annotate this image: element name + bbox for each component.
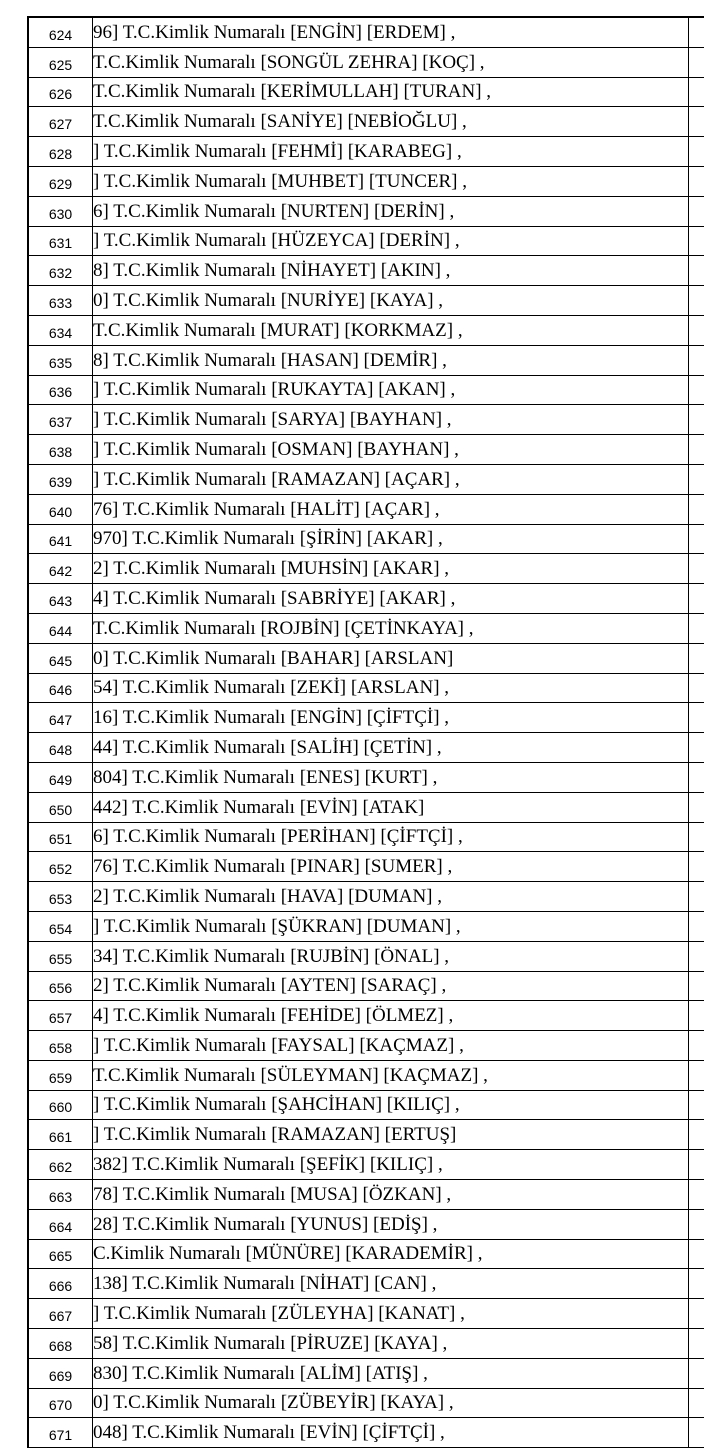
row-number[interactable]: 633 (29, 286, 93, 315)
row-text-cell[interactable] (93, 465, 689, 494)
row-trailing-cell[interactable] (689, 346, 704, 375)
row-text-cell[interactable] (93, 405, 689, 434)
row-number[interactable]: 639 (29, 465, 93, 494)
row-text: 78] T.C.Kimlik Numaralı [MUSA] [ÖZKAN] , (93, 1183, 452, 1205)
row-trailing-cell[interactable] (689, 554, 704, 583)
table-row[interactable] (29, 733, 704, 763)
table-row[interactable] (29, 495, 704, 525)
row-number[interactable]: 652 (29, 852, 93, 881)
table-row[interactable] (29, 942, 704, 972)
table-row[interactable] (29, 1240, 704, 1270)
row-text-cell[interactable] (93, 78, 689, 107)
row-number[interactable]: 671 (29, 1418, 93, 1447)
row-trailing-cell[interactable] (689, 197, 704, 226)
row-number[interactable]: 628 (29, 137, 93, 166)
row-trailing-cell[interactable] (689, 1180, 704, 1209)
table-row[interactable] (29, 346, 704, 376)
row-text: 8] T.C.Kimlik Numaralı [NİHAYET] [AKIN] , (93, 260, 451, 282)
row-trailing-cell[interactable] (689, 18, 704, 47)
row-trailing-cell[interactable] (689, 1031, 704, 1060)
table-row[interactable] (29, 286, 704, 316)
table-row[interactable] (29, 197, 704, 227)
row-trailing-cell[interactable] (689, 912, 704, 941)
row-trailing-cell[interactable] (689, 495, 704, 524)
table-row[interactable] (29, 48, 704, 78)
table-row[interactable] (29, 227, 704, 257)
row-number[interactable]: 666 (29, 1269, 93, 1298)
row-number[interactable]: 647 (29, 703, 93, 732)
row-number[interactable]: 629 (29, 167, 93, 196)
row-trailing-cell[interactable] (689, 1210, 704, 1239)
row-number[interactable]: 644 (29, 614, 93, 643)
row-text-cell[interactable] (93, 376, 689, 405)
row-text: 0] T.C.Kimlik Numaralı [ZÜBEYİR] [KAYA] , (93, 1392, 454, 1414)
row-list (29, 18, 704, 1448)
row-number[interactable]: 630 (29, 197, 93, 226)
table-row[interactable] (29, 1150, 704, 1180)
row-text: 6] T.C.Kimlik Numaralı [NURTEN] [DERİN] , (93, 200, 455, 222)
row-number[interactable]: 643 (29, 584, 93, 613)
row-text: 4] T.C.Kimlik Numaralı [FEHİDE] [ÖLMEZ] , (93, 1005, 454, 1027)
table-row[interactable] (29, 972, 704, 1002)
table-row[interactable] (29, 584, 704, 614)
row-trailing-cell[interactable] (689, 763, 704, 792)
row-trailing-cell[interactable] (689, 1061, 704, 1090)
table-row[interactable] (29, 1418, 704, 1448)
row-trailing-cell[interactable] (689, 376, 704, 405)
row-text: 2] T.C.Kimlik Numaralı [MUHSİN] [AKAR] , (93, 558, 450, 580)
row-text-cell[interactable] (93, 256, 689, 285)
table-row[interactable] (29, 763, 704, 793)
row-text: 54] T.C.Kimlik Numaralı [ZEKİ] [ARSLAN] , (93, 677, 450, 699)
row-text-cell[interactable] (93, 1269, 689, 1298)
row-number[interactable]: 665 (29, 1240, 93, 1269)
row-number[interactable]: 626 (29, 78, 93, 107)
row-text: T.C.Kimlik Numaralı [SANİYE] [NEBİOĞLU] , (93, 111, 467, 133)
row-text-cell[interactable] (93, 316, 689, 345)
row-text-cell[interactable] (93, 584, 689, 613)
row-text: 34] T.C.Kimlik Numaralı [RUJBİN] [ÖNAL] , (93, 945, 450, 967)
table-row[interactable] (29, 405, 704, 435)
table-row[interactable] (29, 882, 704, 912)
row-number[interactable]: 668 (29, 1329, 93, 1358)
row-text-cell[interactable] (93, 823, 689, 852)
row-text: 8] T.C.Kimlik Numaralı [HASAN] [DEMİR] , (93, 349, 447, 371)
row-trailing-cell[interactable] (689, 1091, 704, 1120)
row-text: ] T.C.Kimlik Numaralı [FAYSAL] [KAÇMAZ] , (93, 1034, 464, 1056)
row-text: 138] T.C.Kimlik Numaralı [NİHAT] [CAN] , (93, 1273, 437, 1295)
row-number[interactable]: 642 (29, 554, 93, 583)
table-row[interactable] (29, 852, 704, 882)
row-text-cell[interactable] (93, 703, 689, 732)
row-number[interactable]: 651 (29, 823, 93, 852)
table-row[interactable] (29, 78, 704, 108)
row-text: T.C.Kimlik Numaralı [SONGÜL ZEHRA] [KOÇ] , (93, 51, 485, 73)
row-number[interactable]: 663 (29, 1180, 93, 1209)
row-text: ] T.C.Kimlik Numaralı [ŞÜKRAN] [DUMAN] , (93, 915, 461, 937)
row-trailing-cell[interactable] (689, 882, 704, 911)
row-text: 4] T.C.Kimlik Numaralı [SABRİYE] [AKAR] , (93, 587, 456, 609)
row-number[interactable]: 636 (29, 376, 93, 405)
row-text-cell[interactable] (93, 674, 689, 703)
row-trailing-cell[interactable] (689, 78, 704, 107)
row-trailing-cell[interactable] (689, 435, 704, 464)
row-trailing-cell[interactable] (689, 48, 704, 77)
row-text-cell[interactable] (93, 137, 689, 166)
row-number[interactable]: 662 (29, 1150, 93, 1179)
row-text-cell[interactable] (93, 48, 689, 77)
row-trailing-cell[interactable] (689, 1329, 704, 1358)
row-trailing-cell[interactable] (689, 1418, 704, 1447)
row-text-cell[interactable] (93, 1240, 689, 1269)
row-number[interactable]: 669 (29, 1359, 93, 1388)
row-trailing-cell[interactable] (689, 256, 704, 285)
row-text-cell[interactable] (93, 525, 689, 554)
table-row[interactable] (29, 793, 704, 823)
row-trailing-cell[interactable] (689, 793, 704, 822)
row-number[interactable]: 631 (29, 227, 93, 256)
row-text: 048] T.C.Kimlik Numaralı [EVİN] [ÇİFTÇİ] , (93, 1422, 445, 1444)
row-number[interactable]: 661 (29, 1120, 93, 1149)
row-trailing-cell[interactable] (689, 1269, 704, 1298)
row-text: 2] T.C.Kimlik Numaralı [HAVA] [DUMAN] , (93, 885, 443, 907)
row-number[interactable]: 637 (29, 405, 93, 434)
table-row[interactable] (29, 1359, 704, 1389)
row-number[interactable]: 627 (29, 107, 93, 136)
row-trailing-cell[interactable] (689, 316, 704, 345)
table-row[interactable] (29, 1389, 704, 1419)
row-trailing-cell[interactable] (689, 852, 704, 881)
row-trailing-cell[interactable] (689, 644, 704, 673)
row-text: ] T.C.Kimlik Numaralı [RAMAZAN] [ERTUŞ] (93, 1124, 457, 1146)
table-row[interactable] (29, 376, 704, 406)
row-number[interactable]: 635 (29, 346, 93, 375)
row-trailing-cell[interactable] (689, 614, 704, 643)
row-text-cell[interactable] (93, 644, 689, 673)
row-text: 76] T.C.Kimlik Numaralı [PINAR] [SUMER] , (93, 856, 453, 878)
row-number[interactable]: 655 (29, 942, 93, 971)
row-text-cell[interactable] (93, 1299, 689, 1328)
row-text: 16] T.C.Kimlik Numaralı [ENGİN] [ÇİFTÇİ] , (93, 707, 450, 729)
row-text-cell[interactable] (93, 942, 689, 971)
row-text: T.C.Kimlik Numaralı [MURAT] [KORKMAZ] , (93, 319, 463, 341)
table-row[interactable] (29, 167, 704, 197)
row-text: ] T.C.Kimlik Numaralı [HÜZEYCA] [DERİN] , (93, 230, 460, 252)
table-row[interactable] (29, 823, 704, 853)
row-text-cell[interactable] (93, 1120, 689, 1149)
table-row[interactable] (29, 1120, 704, 1150)
row-number[interactable]: 658 (29, 1031, 93, 1060)
row-text-cell[interactable] (93, 227, 689, 256)
row-text: 804] T.C.Kimlik Numaralı [ENES] [KURT] , (93, 766, 438, 788)
row-trailing-cell[interactable] (689, 1001, 704, 1030)
row-number[interactable]: 650 (29, 793, 93, 822)
row-trailing-cell[interactable] (689, 823, 704, 852)
row-trailing-cell[interactable] (689, 942, 704, 971)
row-number[interactable]: 656 (29, 972, 93, 1001)
row-number[interactable]: 645 (29, 644, 93, 673)
row-text: 58] T.C.Kimlik Numaralı [PİRUZE] [KAYA] , (93, 1332, 448, 1354)
table-row[interactable] (29, 107, 704, 137)
row-trailing-cell[interactable] (689, 703, 704, 732)
row-text: ] T.C.Kimlik Numaralı [SARYA] [BAYHAN] , (93, 409, 452, 431)
row-text: ] T.C.Kimlik Numaralı [ŞAHCİHAN] [KILIÇ] , (93, 1094, 460, 1116)
row-trailing-cell[interactable] (689, 286, 704, 315)
table-row[interactable] (29, 1210, 704, 1240)
row-text: ] T.C.Kimlik Numaralı [FEHMİ] [KARABEG] , (93, 140, 462, 162)
row-text: ] T.C.Kimlik Numaralı [MUHBET] [TUNCER] , (93, 170, 467, 192)
row-text-cell[interactable] (93, 733, 689, 762)
row-text: C.Kimlik Numaralı [MÜNÜRE] [KARADEMİR] , (93, 1243, 483, 1265)
table-row[interactable] (29, 644, 704, 674)
row-text-cell[interactable] (93, 763, 689, 792)
table-row[interactable] (29, 1180, 704, 1210)
table-row[interactable] (29, 554, 704, 584)
table-row[interactable] (29, 18, 704, 48)
row-text-cell[interactable] (93, 882, 689, 911)
table-row[interactable] (29, 1329, 704, 1359)
row-trailing-cell[interactable] (689, 1299, 704, 1328)
table-row[interactable] (29, 525, 704, 555)
row-trailing-cell[interactable] (689, 972, 704, 1001)
row-text-cell[interactable] (93, 1180, 689, 1209)
row-number[interactable]: 664 (29, 1210, 93, 1239)
row-trailing-cell[interactable] (689, 1359, 704, 1388)
row-text-cell[interactable] (93, 912, 689, 941)
row-number[interactable]: 654 (29, 912, 93, 941)
row-text-cell[interactable] (93, 167, 689, 196)
table-row[interactable] (29, 1061, 704, 1091)
row-text-cell[interactable] (93, 1359, 689, 1388)
table-row[interactable] (29, 674, 704, 704)
row-text-cell[interactable] (93, 793, 689, 822)
row-text-cell[interactable] (93, 495, 689, 524)
row-number[interactable]: 634 (29, 316, 93, 345)
row-trailing-cell[interactable] (689, 1150, 704, 1179)
row-text: ] T.C.Kimlik Numaralı [ZÜLEYHA] [KANAT] , (93, 1303, 465, 1325)
row-text: 0] T.C.Kimlik Numaralı [NURİYE] [KAYA] , (93, 289, 444, 311)
row-number[interactable]: 646 (29, 674, 93, 703)
row-text: 96] T.C.Kimlik Numaralı [ENGİN] [ERDEM] , (93, 21, 456, 43)
row-text-cell[interactable] (93, 1061, 689, 1090)
row-text-cell[interactable] (93, 1091, 689, 1120)
row-number[interactable]: 640 (29, 495, 93, 524)
row-text: 830] T.C.Kimlik Numaralı [ALİM] [ATIŞ] , (93, 1362, 428, 1384)
row-trailing-cell[interactable] (689, 107, 704, 136)
row-text: 6] T.C.Kimlik Numaralı [PERİHAN] [ÇİFTÇİ] , (93, 826, 463, 848)
row-text-cell[interactable] (93, 435, 689, 464)
table-row[interactable] (29, 703, 704, 733)
row-trailing-cell[interactable] (689, 525, 704, 554)
row-text-cell[interactable] (93, 1210, 689, 1239)
row-number[interactable]: 641 (29, 525, 93, 554)
table-row[interactable] (29, 912, 704, 942)
table-row[interactable] (29, 614, 704, 644)
row-number[interactable]: 625 (29, 48, 93, 77)
row-text: 44] T.C.Kimlik Numaralı [SALİH] [ÇETİN] , (93, 736, 442, 758)
table-row[interactable] (29, 435, 704, 465)
row-number[interactable]: 632 (29, 256, 93, 285)
table-row[interactable] (29, 1269, 704, 1299)
spreadsheet-table (27, 16, 704, 1448)
row-text-cell[interactable] (93, 1329, 689, 1358)
row-text: 970] T.C.Kimlik Numaralı [ŞİRİN] [AKAR] , (93, 528, 443, 550)
row-text-cell[interactable] (93, 852, 689, 881)
row-trailing-cell[interactable] (689, 405, 704, 434)
row-trailing-cell[interactable] (689, 465, 704, 494)
row-number[interactable]: 653 (29, 882, 93, 911)
row-trailing-cell[interactable] (689, 137, 704, 166)
row-trailing-cell[interactable] (689, 584, 704, 613)
row-text: 442] T.C.Kimlik Numaralı [EVİN] [ATAK] (93, 796, 425, 818)
row-text: ] T.C.Kimlik Numaralı [RAMAZAN] [AÇAR] , (93, 468, 460, 490)
table-row[interactable] (29, 316, 704, 346)
row-text: T.C.Kimlik Numaralı [KERİMULLAH] [TURAN] , (93, 81, 492, 103)
row-text-cell[interactable] (93, 554, 689, 583)
row-text: 76] T.C.Kimlik Numaralı [HALİT] [AÇAR] , (93, 498, 440, 520)
row-text-cell[interactable] (93, 286, 689, 315)
row-text: 28] T.C.Kimlik Numaralı [YUNUS] [EDİŞ] , (93, 1213, 438, 1235)
row-number[interactable]: 624 (29, 18, 93, 47)
table-row[interactable] (29, 1299, 704, 1329)
row-number[interactable]: 670 (29, 1389, 93, 1418)
row-trailing-cell[interactable] (689, 167, 704, 196)
row-number[interactable]: 667 (29, 1299, 93, 1328)
row-number[interactable]: 649 (29, 763, 93, 792)
row-trailing-cell[interactable] (689, 733, 704, 762)
row-text-cell[interactable] (93, 197, 689, 226)
row-text: 2] T.C.Kimlik Numaralı [AYTEN] [SARAÇ] , (93, 975, 447, 997)
row-text-cell[interactable] (93, 18, 689, 47)
table-row[interactable] (29, 1091, 704, 1121)
row-trailing-cell[interactable] (689, 1389, 704, 1418)
row-text-cell[interactable] (93, 1389, 689, 1418)
row-text-cell[interactable] (93, 346, 689, 375)
row-text: 0] T.C.Kimlik Numaralı [BAHAR] [ARSLAN] (93, 647, 454, 669)
row-number[interactable]: 660 (29, 1091, 93, 1120)
row-text: ] T.C.Kimlik Numaralı [OSMAN] [BAYHAN] , (93, 438, 459, 460)
row-text: T.C.Kimlik Numaralı [SÜLEYMAN] [KAÇMAZ] , (93, 1064, 488, 1086)
row-text-cell[interactable] (93, 1418, 689, 1447)
row-text-cell[interactable] (93, 1150, 689, 1179)
row-trailing-cell[interactable] (689, 1240, 704, 1269)
table-row[interactable] (29, 1031, 704, 1061)
row-text-cell[interactable] (93, 614, 689, 643)
table-row[interactable] (29, 1001, 704, 1031)
row-text-cell[interactable] (93, 972, 689, 1001)
table-row[interactable] (29, 256, 704, 286)
row-text: T.C.Kimlik Numaralı [ROJBİN] [ÇETİNKAYA] , (93, 617, 474, 639)
row-text: ] T.C.Kimlik Numaralı [RUKAYTA] [AKAN] , (93, 379, 456, 401)
table-row[interactable] (29, 465, 704, 495)
row-text-cell[interactable] (93, 1031, 689, 1060)
row-number[interactable]: 659 (29, 1061, 93, 1090)
row-text-cell[interactable] (93, 1001, 689, 1030)
row-trailing-cell[interactable] (689, 674, 704, 703)
row-text: 382] T.C.Kimlik Numaralı [ŞEFİK] [KILIÇ] , (93, 1154, 443, 1176)
table-row[interactable] (29, 137, 704, 167)
row-number[interactable]: 648 (29, 733, 93, 762)
row-trailing-cell[interactable] (689, 1120, 704, 1149)
row-trailing-cell[interactable] (689, 227, 704, 256)
row-number[interactable]: 657 (29, 1001, 93, 1030)
row-number[interactable]: 638 (29, 435, 93, 464)
row-text-cell[interactable] (93, 107, 689, 136)
